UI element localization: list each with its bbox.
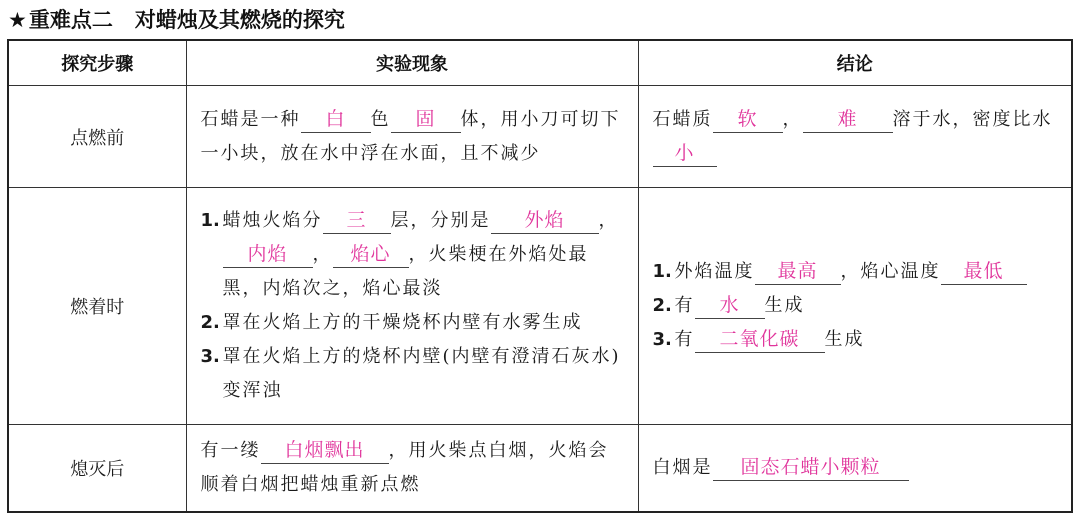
heading-topic: 对蜡烛及其燃烧的探究 — [134, 8, 345, 32]
answer-blank: 焰心 — [333, 241, 409, 268]
text: ，用火柴点白烟，火焰会顺着白烟把蜡烛重新点燃 — [200, 440, 609, 495]
text: 有一缕 — [200, 440, 261, 461]
text: ，火柴梗在外焰处最黑，内焰次之，焰心最淡 — [222, 244, 589, 299]
answer-blank: 外焰 — [491, 207, 599, 234]
answer-blank: 内焰 — [223, 241, 313, 268]
text: 生成 — [824, 329, 865, 350]
text: 生成 — [764, 295, 805, 316]
text: 溶于水，密度比水 — [892, 108, 1053, 130]
text: ， — [782, 108, 803, 130]
phenomenon-burning — [186, 188, 638, 425]
header-phenomenon: 实验现象 — [186, 40, 638, 86]
list-item — [201, 340, 624, 408]
conclusion-list — [653, 255, 1058, 357]
header-step: 探究步骤 — [8, 40, 186, 86]
text: 有 — [674, 295, 695, 316]
item-number: 3. — [652, 329, 672, 350]
item-number: 2. — [652, 295, 672, 316]
answer-blank: 白 — [301, 106, 371, 133]
item-number: 3. — [200, 346, 220, 367]
answer-blank: 最低 — [941, 258, 1027, 285]
row-before-lighting — [8, 86, 1072, 188]
answer-blank: 二氧化碳 — [695, 326, 825, 353]
answer-blank: 三 — [323, 207, 391, 234]
text: 色 — [370, 108, 391, 130]
conclusion-burning — [638, 188, 1072, 425]
step-before: 点燃前 — [8, 86, 186, 188]
header-conclusion: 结论 — [638, 40, 1072, 86]
answer-blank: 小 — [653, 140, 717, 167]
list-item — [201, 306, 624, 340]
text: 蜡烛火焰分 — [222, 210, 323, 231]
text: 层，分别是 — [390, 210, 491, 231]
row-burning — [8, 188, 1072, 425]
text: 体，用小刀可切下一小块，放在水中浮在水面，且不减少 — [200, 108, 621, 164]
text: 白烟是 — [652, 457, 713, 478]
text: 罩在火焰上方的烧杯内壁(内壁有澄清石灰水)变浑浊 — [222, 346, 621, 401]
answer-blank: 白烟飘出 — [261, 437, 389, 464]
text: 石蜡是一种 — [200, 108, 301, 130]
star-icon: ★ — [8, 8, 27, 32]
answer-blank: 最高 — [755, 258, 841, 285]
text: ， — [598, 210, 619, 231]
text: ， — [312, 244, 333, 265]
phenomenon-after — [186, 425, 638, 513]
item-number: 2. — [200, 312, 220, 333]
phenomenon-list — [201, 204, 624, 408]
item-number: 1. — [200, 210, 220, 231]
text: 石蜡质 — [652, 108, 713, 130]
experiment-table — [7, 39, 1073, 513]
answer-blank: 固态石蜡小颗粒 — [713, 454, 909, 481]
step-burning: 燃着时 — [8, 188, 186, 425]
answer-blank: 软 — [713, 106, 783, 133]
step-after: 熄灭后 — [8, 425, 186, 513]
conclusion-before — [638, 86, 1072, 188]
text: ，焰心温度 — [840, 261, 941, 282]
text: 有 — [674, 329, 695, 350]
answer-blank: 难 — [803, 106, 893, 133]
row-after-extinguish — [8, 425, 1072, 513]
phenomenon-before — [186, 86, 638, 188]
answer-blank: 固 — [391, 106, 461, 133]
text: 罩在火焰上方的干燥烧杯内壁有水雾生成 — [222, 312, 583, 333]
section-heading — [8, 4, 345, 34]
answer-blank: 水 — [695, 292, 765, 319]
list-item — [653, 255, 1058, 289]
header-row — [8, 40, 1072, 86]
list-item — [653, 289, 1058, 323]
text: 外焰温度 — [674, 261, 755, 282]
item-number: 1. — [652, 261, 672, 282]
list-item — [653, 323, 1058, 357]
heading-label: 重难点二 — [28, 8, 113, 32]
list-item — [201, 204, 624, 306]
conclusion-after — [638, 425, 1072, 513]
